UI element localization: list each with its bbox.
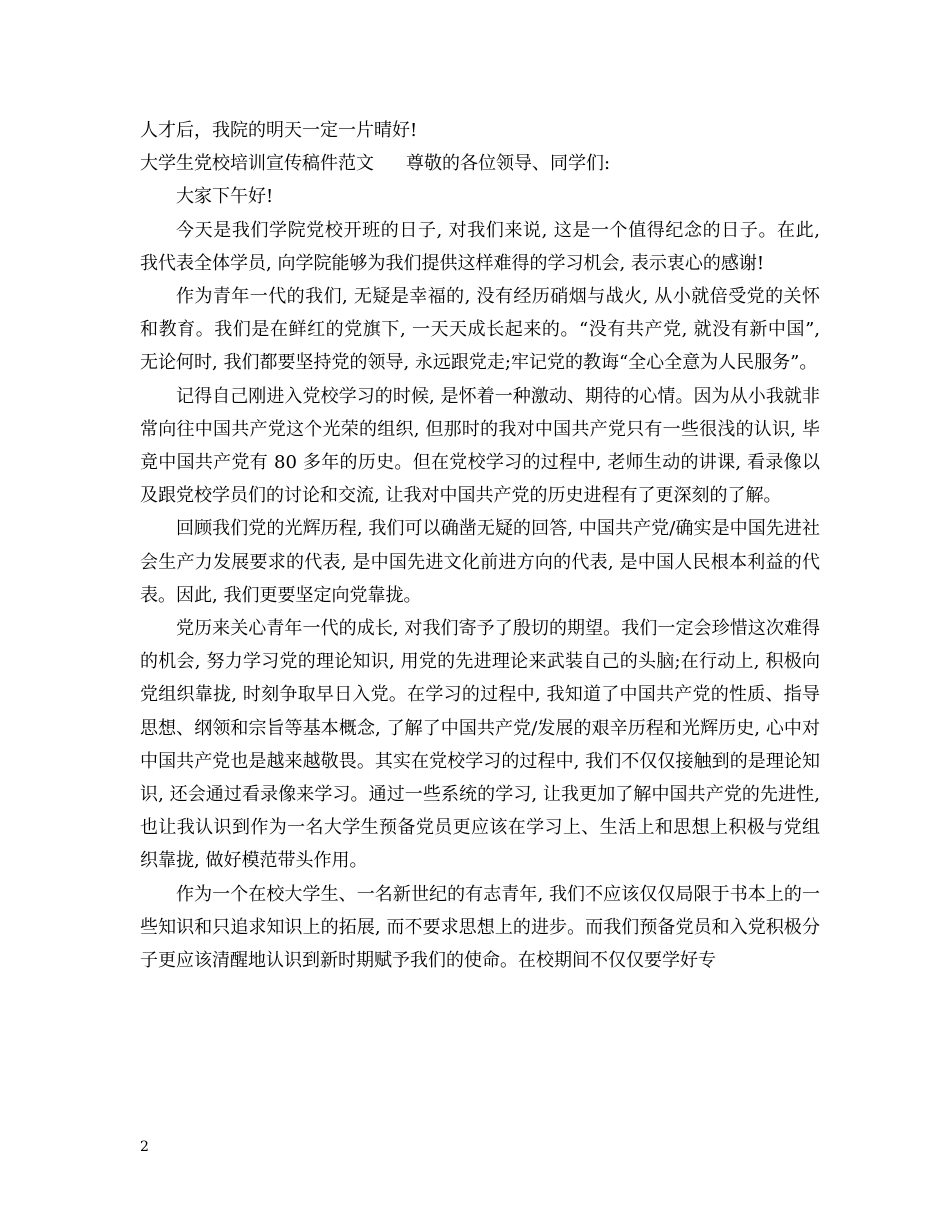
title-line xyxy=(140,147,820,180)
document-body xyxy=(140,114,820,977)
paragraph: 党历来关心青年一代的成长, 对我们寄予了殷切的期望。我们一定会珍惜这次难得的机会, 努力学习党的理论知识, 用党的先进理论来武装自己的头脑;在行动上, 积极向党组织靠拢, 时刻争取早日入党。在学习的过程中, 我知道了中国共产党的性质、指导思想、纲领和宗旨等基本概念, 了解了中国共产党/发展的艰辛历程和光辉历史, 心中对中国共产党也是越来越敬畏。其实在党校学习的过程中, 我们不仅仅接触到的是理论知识, 还会通过看录像来学习。通过一些系统的学习, 让我更加了解中国共产党的先进性, 也让我认识到作为一名大学生预备党员更应该在学习上、生活上和思想上积极与党组织靠拢, 做好模范带头作用。 xyxy=(140,618,820,872)
paragraph: 作为一个在校大学生、一名新世纪的有志青年, 我们不应该仅仅局限于书本上的一些知识和只追求知识上的拓展, 而不要求思想上的进步。而我们预备党员和入党积极分子更应该清醒地认识到新时期赋予我们的使命。在校期间不仅仅要学好专 xyxy=(140,883,820,972)
page-number: 2 xyxy=(140,1139,149,1155)
greeting: 尊敬的各位领导、同学们: xyxy=(406,153,611,175)
paragraph: 记得自己刚进入党校学习的时候, 是怀着一种激动、期待的心情。因为从小我就非常向往中国共产党这个光荣的组织, 但那时的我对中国共产党只有一些很浅的认识, 毕竟中国共产党有 80 多年的历史。但在党校学习的过程中, 老师生动的讲课, 看录像以及跟党校学员们的讨论和交流, 让我对中国共产党的历史进程有了更深刻的了解。 xyxy=(140,385,820,507)
paragraph: 大家下午好! xyxy=(176,186,274,208)
paragraph: 作为青年一代的我们, 无疑是幸福的, 没有经历硝烟与战火, 从小就倍受党的关怀和教育。我们是在鲜红的党旗下, 一天天成长起来的。“没有共产党, 就没有新中国”, 无论何时, 我们都要坚持党的领导, 永远跟党走;牢记党的教诲“全心全意为人民服务”。 xyxy=(140,286,820,374)
paragraph: 回顾我们党的光辉历程, 我们可以确凿无疑的回答, 中国共产党/确实是中国先进社会生产力发展要求的代表, 是中国先进文化前进方向的代表, 是中国人民根本利益的代表。因此, 我们更要坚定向党靠拢。 xyxy=(140,518,820,606)
lead-line: 人才后，我院的明天一定一片晴好! xyxy=(140,120,418,141)
document-title: 大学生党校培训宣传稿件范文 xyxy=(140,153,374,175)
paragraph: 今天是我们学院党校开班的日子, 对我们来说, 这是一个值得纪念的日子。在此, 我代表全体学员, 向学院能够为我们提供这样难得的学习机会, 表示衷心的感谢! xyxy=(140,219,820,274)
